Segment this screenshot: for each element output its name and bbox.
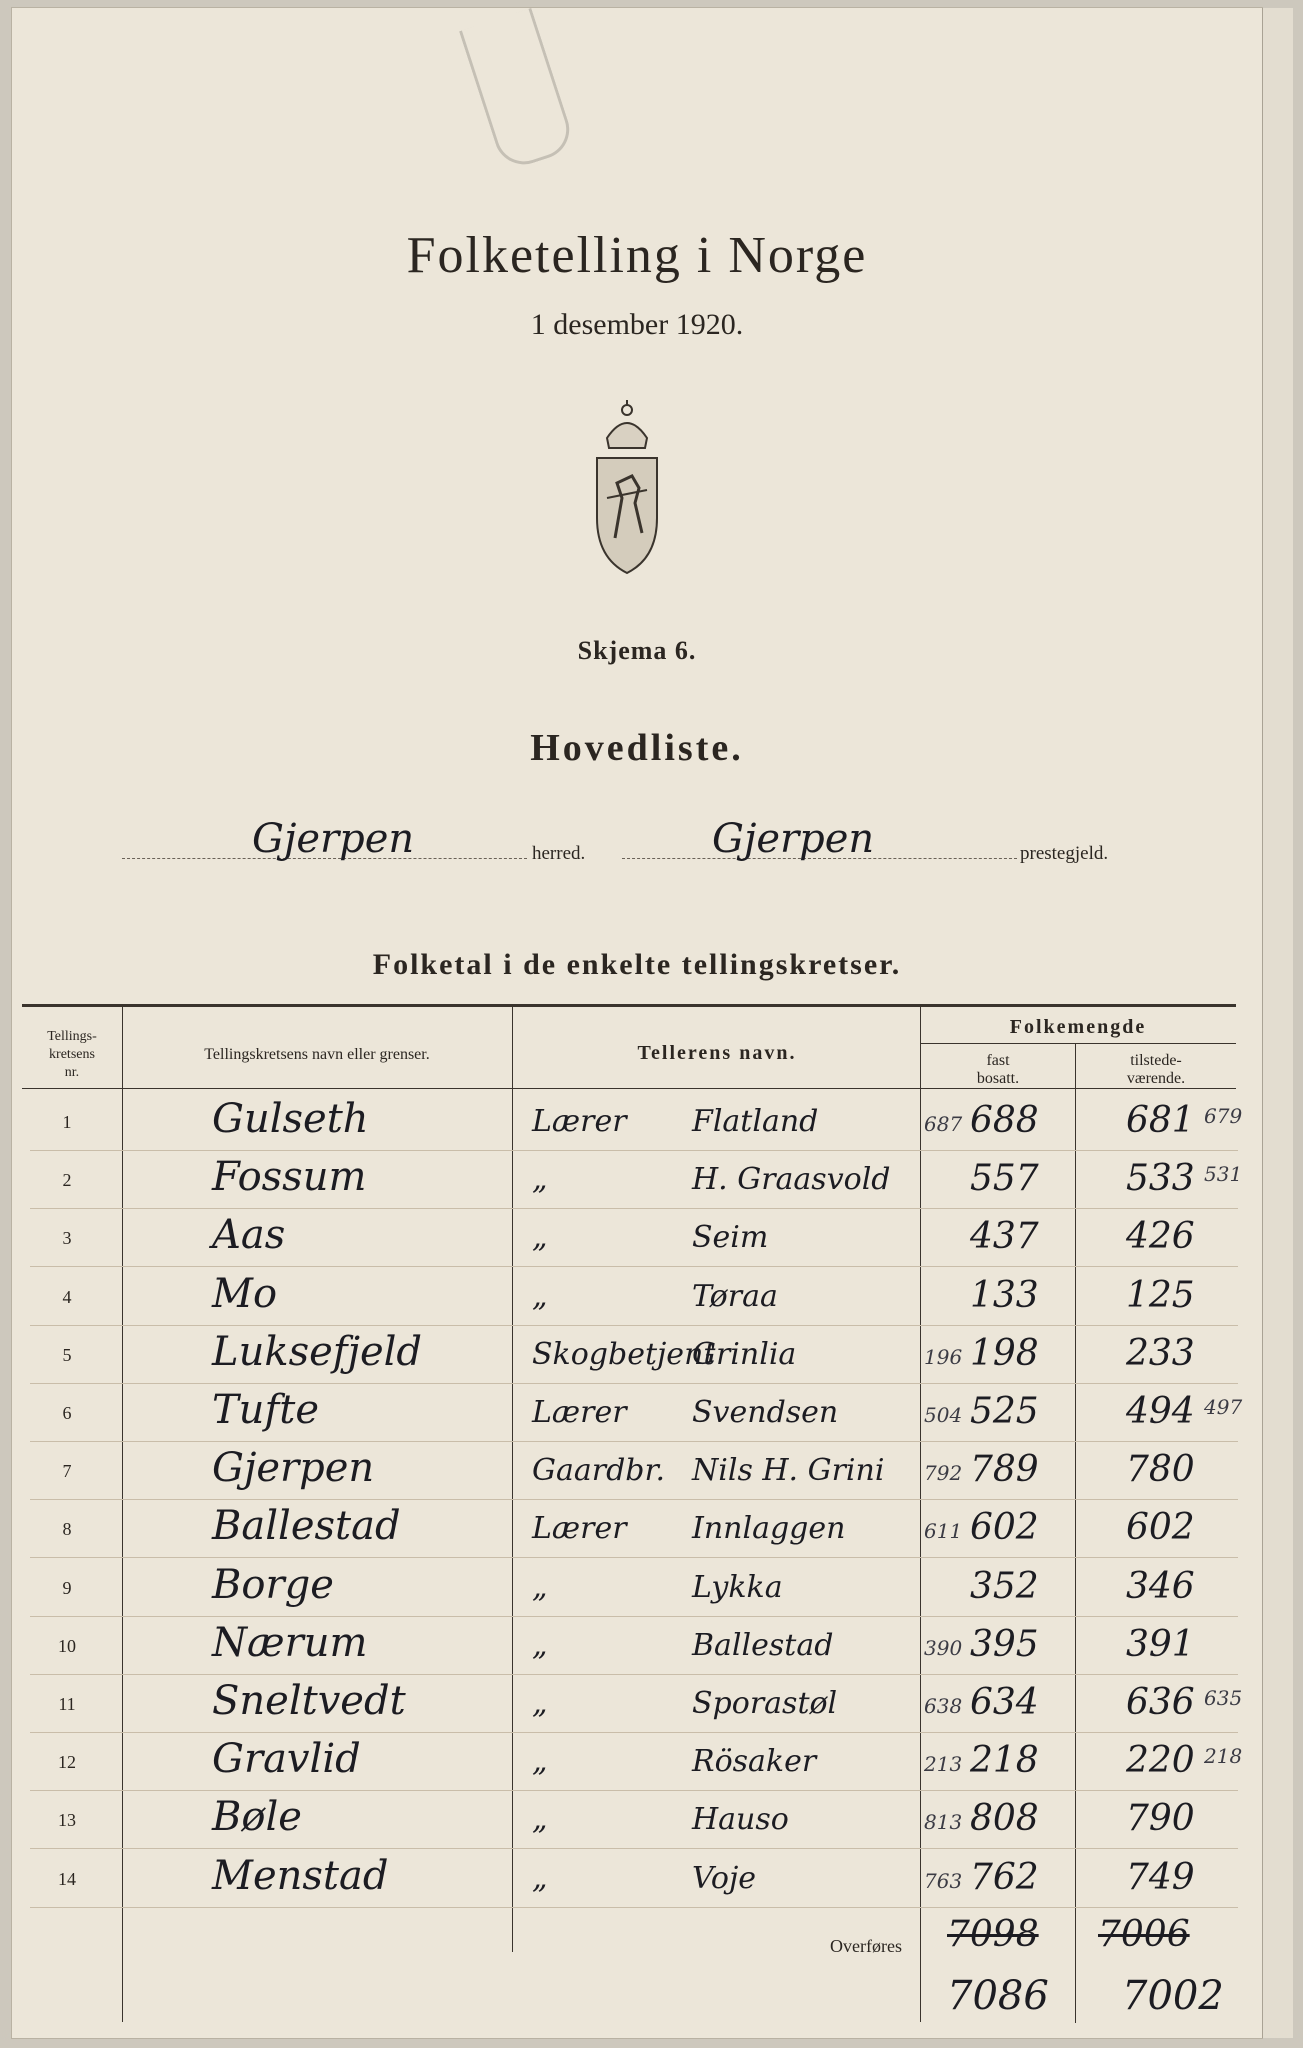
tilstedevaerende: 220 bbox=[1126, 1740, 1195, 1782]
fast-bosatt: 602 bbox=[970, 1507, 1039, 1549]
teller-title: „ bbox=[532, 1802, 548, 1838]
herred-label: herred. bbox=[532, 843, 586, 864]
teller-title: „ bbox=[532, 1627, 548, 1663]
row-separator bbox=[30, 1907, 1238, 1908]
teller-title: Skogbetjent bbox=[532, 1336, 716, 1372]
district-name: Sneltvedt bbox=[212, 1678, 406, 1724]
teller-name: Voje bbox=[692, 1860, 757, 1896]
overfores-tils-struck: 7006 bbox=[1098, 1914, 1190, 1955]
tilstedevaerende: 391 bbox=[1126, 1623, 1195, 1665]
tils-note: 531 bbox=[1204, 1162, 1243, 1187]
fast-bosatt: 352 bbox=[970, 1565, 1039, 1607]
tilstedevaerende: 790 bbox=[1126, 1798, 1195, 1840]
fast-old: 196 bbox=[924, 1344, 963, 1369]
total-tils: 7002 bbox=[1122, 1973, 1224, 2019]
teller-title: Lærer bbox=[532, 1104, 627, 1139]
prestegjeld-value: Gjerpen bbox=[712, 816, 875, 862]
fast-bosatt: 218 bbox=[970, 1740, 1039, 1782]
fast-old: 213 bbox=[924, 1752, 963, 1777]
row-number: 9 bbox=[62, 1577, 72, 1598]
teller-title: Gaardbr. bbox=[532, 1453, 666, 1489]
fast-bosatt: 789 bbox=[970, 1449, 1039, 1491]
row-number: 7 bbox=[62, 1461, 72, 1482]
fast-bosatt: 634 bbox=[970, 1682, 1039, 1723]
schema-number: Skjema 6. bbox=[577, 636, 697, 665]
paper-clip-mark bbox=[459, 8, 577, 172]
teller-name: Svendsen bbox=[692, 1395, 839, 1430]
teller-title: „ bbox=[532, 1860, 548, 1896]
teller-title: „ bbox=[532, 1220, 548, 1256]
tilstedevaerende: 636 bbox=[1126, 1682, 1195, 1723]
row-number: 8 bbox=[62, 1519, 72, 1540]
row-number: 1 bbox=[62, 1112, 72, 1132]
row-separator bbox=[30, 1441, 1238, 1442]
teller-name: Innlaggen bbox=[692, 1511, 846, 1547]
section-title: Folketal i de enkelte tellingskretser. bbox=[372, 948, 902, 981]
tilstedevaerende: 426 bbox=[1126, 1216, 1195, 1258]
teller-name: Nils H. Grini bbox=[692, 1453, 885, 1489]
teller-name: Tøraa bbox=[692, 1278, 778, 1314]
tils-note: 218 bbox=[1204, 1744, 1243, 1769]
row-separator bbox=[30, 1616, 1238, 1617]
fast-bosatt: 762 bbox=[970, 1856, 1039, 1898]
row-separator bbox=[30, 1790, 1238, 1791]
row-number: 10 bbox=[58, 1635, 76, 1656]
tilstedevaerende: 602 bbox=[1126, 1507, 1195, 1549]
fast-bosatt: 557 bbox=[970, 1158, 1039, 1200]
row-separator bbox=[30, 1325, 1238, 1326]
teller-name: H. Graasvold bbox=[692, 1162, 891, 1198]
district-name: Luksefjeld bbox=[212, 1328, 423, 1375]
herred-value: Gjerpen bbox=[252, 816, 415, 862]
fast-old: 763 bbox=[924, 1868, 963, 1893]
row-separator bbox=[30, 1266, 1238, 1267]
district-name: Bøle bbox=[212, 1794, 302, 1841]
row-separator bbox=[30, 1732, 1238, 1733]
tilstedevaerende: 494 bbox=[1126, 1391, 1195, 1432]
row-separator bbox=[30, 1150, 1238, 1151]
tilstedevaerende: 749 bbox=[1126, 1856, 1195, 1898]
row-number: 12 bbox=[58, 1752, 76, 1773]
fast-bosatt: 688 bbox=[970, 1100, 1039, 1141]
row-separator bbox=[30, 1499, 1238, 1500]
row-separator bbox=[30, 1848, 1238, 1849]
district-name: Fossum bbox=[212, 1154, 367, 1201]
row-separator bbox=[30, 1674, 1238, 1675]
tilstedevaerende: 533 bbox=[1126, 1158, 1195, 1200]
tilstedevaerende: 681 bbox=[1126, 1100, 1195, 1141]
fast-old: 687 bbox=[924, 1112, 963, 1136]
fast-old: 813 bbox=[924, 1810, 963, 1835]
tilstedevaerende: 125 bbox=[1126, 1274, 1195, 1316]
header-teller: Tellerens navn. bbox=[637, 1042, 797, 1064]
fast-bosatt: 437 bbox=[970, 1216, 1039, 1258]
district-name: Borge bbox=[212, 1561, 334, 1608]
total-fast: 7086 bbox=[947, 1973, 1049, 2019]
teller-name: Ballestad bbox=[692, 1627, 834, 1663]
overfores-fast-struck: 7098 bbox=[947, 1914, 1039, 1955]
row-number: 14 bbox=[58, 1868, 76, 1889]
teller-title: „ bbox=[532, 1744, 548, 1780]
row-number: 4 bbox=[62, 1286, 72, 1307]
tilstedevaerende: 346 bbox=[1126, 1565, 1195, 1607]
fast-bosatt: 525 bbox=[970, 1391, 1039, 1432]
row-number: 6 bbox=[62, 1403, 72, 1423]
district-name: Gulseth bbox=[212, 1096, 369, 1142]
fast-bosatt: 133 bbox=[970, 1274, 1039, 1316]
main-heading: Hovedliste. bbox=[530, 727, 744, 769]
tils-note: 679 bbox=[1204, 1104, 1243, 1128]
district-name: Tufte bbox=[212, 1387, 319, 1433]
coat-of-arms-icon bbox=[577, 398, 677, 578]
tilstedevaerende: 780 bbox=[1126, 1449, 1195, 1491]
tilstedevaerende: 233 bbox=[1126, 1332, 1195, 1374]
district-name: Nærum bbox=[212, 1619, 368, 1666]
header-folkemengde: Folkemengde bbox=[1009, 1016, 1147, 1038]
fast-old: 504 bbox=[924, 1403, 963, 1427]
district-name: Gjerpen bbox=[212, 1445, 375, 1492]
header-nr: Tellings- kretsens nr. bbox=[47, 1029, 97, 1080]
row-number: 3 bbox=[62, 1228, 72, 1249]
fast-old: 390 bbox=[924, 1635, 963, 1660]
page-edge bbox=[1262, 8, 1293, 2038]
fast-old: 792 bbox=[924, 1461, 963, 1486]
fast-bosatt: 395 bbox=[970, 1623, 1039, 1665]
teller-name: Hauso bbox=[692, 1802, 789, 1838]
district-name: Gravlid bbox=[212, 1736, 361, 1783]
row-number: 11 bbox=[58, 1694, 76, 1714]
row-separator bbox=[30, 1383, 1238, 1384]
teller-title: „ bbox=[532, 1569, 548, 1605]
row-number: 2 bbox=[62, 1170, 72, 1191]
tils-note: 635 bbox=[1204, 1686, 1243, 1710]
row-number: 13 bbox=[58, 1810, 76, 1831]
teller-title: „ bbox=[532, 1278, 548, 1314]
teller-name: Flatland bbox=[692, 1104, 819, 1139]
teller-name: Sporastøl bbox=[692, 1686, 838, 1721]
overfores-label: Overføres bbox=[830, 1936, 902, 1956]
teller-name: Rösaker bbox=[692, 1744, 817, 1780]
header-fast: fast bosatt. bbox=[976, 1052, 1020, 1087]
form-date: 1 desember 1920. bbox=[530, 308, 744, 341]
teller-title: Lærer bbox=[532, 1395, 627, 1430]
district-name: Ballestad bbox=[212, 1503, 401, 1550]
form-title: Folketelling i Norge bbox=[406, 227, 868, 284]
district-name: Mo bbox=[212, 1270, 278, 1317]
district-name: Aas bbox=[212, 1212, 286, 1259]
prestegjeld-label: prestegjeld. bbox=[1020, 843, 1109, 864]
tils-note: 497 bbox=[1204, 1395, 1243, 1419]
census-form-page bbox=[12, 8, 1262, 2038]
row-number: 5 bbox=[62, 1344, 72, 1365]
fast-old: 611 bbox=[924, 1519, 963, 1544]
teller-title: „ bbox=[532, 1162, 548, 1198]
fast-bosatt: 198 bbox=[970, 1332, 1039, 1374]
district-name: Menstad bbox=[212, 1852, 389, 1899]
row-separator bbox=[30, 1557, 1238, 1558]
fast-bosatt: 808 bbox=[970, 1798, 1039, 1840]
teller-name: Grinlia bbox=[692, 1336, 797, 1372]
teller-title: Lærer bbox=[532, 1511, 627, 1547]
teller-name: Lykka bbox=[692, 1569, 783, 1605]
header-tilstede: tilstede- værende. bbox=[1126, 1052, 1186, 1087]
fast-old: 638 bbox=[924, 1694, 963, 1718]
teller-title: „ bbox=[532, 1686, 548, 1721]
row-separator bbox=[30, 1208, 1238, 1209]
teller-name: Seim bbox=[692, 1220, 769, 1256]
header-name: Tellingskretsens navn eller grenser. bbox=[204, 1046, 430, 1063]
